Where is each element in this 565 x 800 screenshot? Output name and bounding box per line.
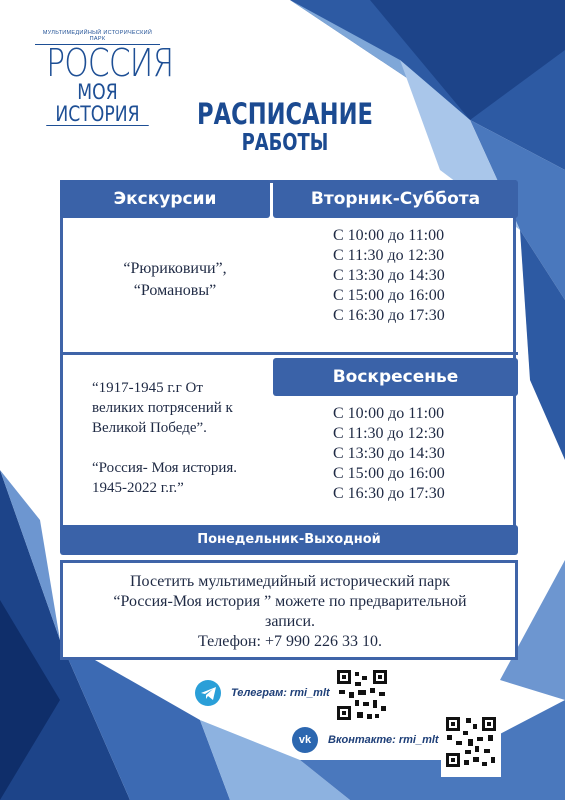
monday-day-off-banner: Понедельник-Выходной: [60, 525, 518, 555]
excursion3-line1: “Россия- Моя история.: [92, 460, 238, 476]
park-logo: [35, 30, 174, 126]
logo-name-line1: РОССИЯ: [46, 41, 174, 85]
info-line1: Посетить мультимедийный исторический парк: [130, 573, 450, 590]
time-slot: С 16:30 до 17:30: [333, 485, 445, 502]
title-line1: РАСПИСАНИЕ: [197, 97, 373, 131]
qr-code-telegram[interactable]: [332, 665, 392, 730]
header-weekdays: Вторник-Суббота: [273, 180, 518, 218]
visit-info: [75, 572, 505, 652]
weekday-times-list: [333, 226, 445, 326]
excursion1-line1: “Рюриковичи”,: [123, 260, 227, 277]
logo-tagline: МУЛЬТИМЕДИЙНЫЙ ИСТОРИЧЕСКИЙ ПАРК: [35, 30, 160, 45]
info-line2: “Россия-Моя история ” можете по предварительной: [113, 593, 467, 610]
time-slot: С 11:30 до 12:30: [333, 247, 445, 264]
qr-code-icon: [444, 715, 498, 769]
time-slot: С 11:30 до 12:30: [333, 425, 445, 442]
time-slot: С 16:30 до 17:30: [333, 307, 445, 324]
telegram-contact[interactable]: [195, 680, 330, 706]
sunday-times-list: [333, 404, 445, 504]
header-sunday: Воскресенье: [273, 358, 518, 396]
time-slot: С 10:00 до 11:00: [333, 405, 445, 422]
excursion-rurikovichi: [75, 258, 275, 302]
vk-icon[interactable]: vk: [292, 727, 318, 753]
excursion2-line2: великих потрясений к: [92, 400, 233, 416]
logo-name-line2: МОЯ ИСТОРИЯ: [46, 81, 149, 126]
telegram-handle[interactable]: Телеграм: rmi_mlt: [231, 687, 330, 699]
time-slot: С 15:00 до 16:00: [333, 287, 445, 304]
excursion-1945-2022: [92, 458, 272, 498]
qr-code-icon: [335, 668, 389, 722]
excursion2-line1: “1917-1945 г.г От: [92, 380, 203, 396]
schedule-divider: [60, 352, 518, 355]
excursion1-line2: “Романовы”: [133, 282, 217, 299]
excursion2-line3: Великой Победе”.: [92, 420, 207, 436]
time-slot: С 10:00 до 11:00: [333, 227, 445, 244]
excursion3-line2: 1945-2022 г.г.”: [92, 480, 184, 496]
time-slot: С 13:30 до 14:30: [333, 267, 445, 284]
time-slot: С 13:30 до 14:30: [333, 445, 445, 462]
telegram-icon[interactable]: [195, 680, 221, 706]
time-slot: С 15:00 до 16:00: [333, 465, 445, 482]
qr-code-vk[interactable]: [441, 712, 501, 777]
header-excursions: Экскурсии: [60, 180, 270, 218]
excursion-1917-1945: [92, 378, 272, 438]
info-phone[interactable]: Телефон: +7 990 226 33 10.: [198, 633, 382, 650]
vk-handle[interactable]: Вконтакте: rmi_mlt: [328, 734, 439, 746]
page-title: [170, 98, 400, 156]
vk-contact[interactable]: [292, 727, 439, 753]
info-line3: записи.: [265, 613, 315, 630]
title-line2: РАБОТЫ: [241, 130, 329, 156]
